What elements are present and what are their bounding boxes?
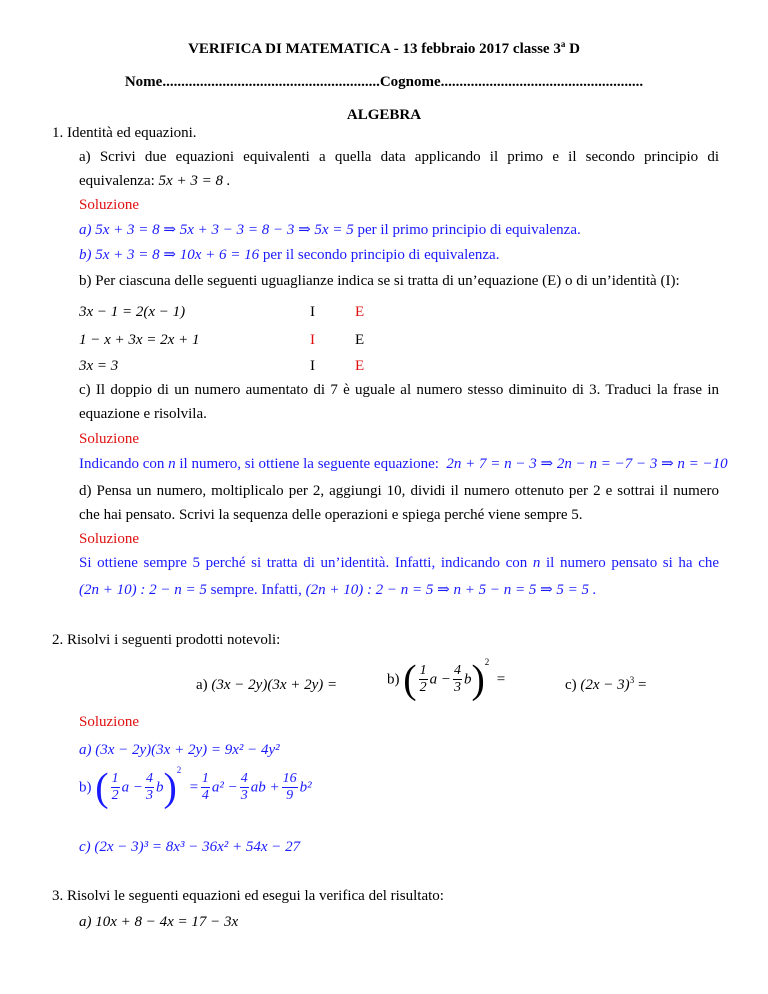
q2b-solution: b) ( $\frac{1}{2}$ a − $\frac{4}{3}$ b)$^2$ = $\frac{1}{4}$ a² − $\frac{4}{3}$ ab + $\frac{16}{9}$ b² bbox=[79, 764, 312, 810]
page-title: VERIFICA DI MATEMATICA - 13 febbraio 2017 classe 3$^a$ D bbox=[188, 39, 580, 57]
q1b-row-3-expr: 3x = 3 bbox=[79, 358, 119, 374]
q1d-solution-label: Soluzione bbox=[79, 531, 139, 547]
q2b-expression: b) ( $\frac{1}{2}$ a − $\frac{4}{3}$ b)$^2$ = bbox=[387, 656, 506, 702]
q2a-solution: a) (3x − 2y)(3x + 2y) = 9x² − 4y² bbox=[79, 742, 280, 758]
q1c-solution: Indicando con n il numero, si ottiene la seguente equazione: 2n + 7 = n − 3 ⇒ 2n − n = −7 − 3 ⇒ n = −10 bbox=[79, 456, 728, 472]
section-title: ALGEBRA bbox=[346, 107, 422, 123]
q1a-text-2: equivalenza: 5x + 3 = 8 . bbox=[79, 173, 231, 189]
q1d-text-2: che hai pensato. Scrivi la sequenza delle operazioni e spiega perché viene sempre 5. bbox=[79, 507, 583, 523]
q1b-row-1-i: I bbox=[310, 304, 315, 320]
q1c-text: c) Il doppio di un numero aumentato di 7 è uguale al numero stesso diminuito di 3. Traduci la frase in bbox=[79, 382, 719, 398]
q1c-text-2: equazione e risolvila. bbox=[79, 406, 207, 422]
name-surname-line: Nome..........................................................Cognome...................................................... bbox=[124, 74, 644, 90]
q1b-row-2-i: I bbox=[310, 332, 315, 348]
q3a-expression: a) 10x + 8 − 4x = 17 − 3x bbox=[79, 914, 239, 930]
q1b-text: b) Per ciascuna delle seguenti uguaglianze indica se si tratta di un’equazione (E) o di un’identità (I): bbox=[79, 273, 680, 289]
q1b-row-3-i: I bbox=[310, 358, 315, 374]
q1d-text: d) Pensa un numero, moltiplicalo per 2, aggiungi 10, dividi il numero ottenuto per 2 e sottrai il numero bbox=[79, 483, 719, 499]
q1a-text: a) Scrivi due equazioni equivalenti a quella data applicando il primo e il secondo principio di bbox=[79, 149, 719, 165]
q2c-expression: c) $(2x - 3)^3$ = bbox=[565, 675, 647, 693]
q2-solution-label: Soluzione bbox=[79, 714, 139, 730]
question-3-heading: 3. Risolvi le seguenti equazioni ed esegui la verifica del risultato: bbox=[52, 888, 444, 904]
q1d-solution-2: (2n + 10) : 2 − n = 5 sempre. Infatti, (2n + 10) : 2 − n = 5 ⇒ n + 5 − n = 5 ⇒ 5 = 5 . bbox=[79, 582, 597, 598]
q1-solution-label: Soluzione bbox=[79, 197, 139, 213]
q1c-solution-label: Soluzione bbox=[79, 431, 139, 447]
q1a-solution-2: b) 5x + 3 = 8 ⇒ 10x + 6 = 16 per il secondo principio di equivalenza. bbox=[79, 247, 500, 263]
question-2-heading: 2. Risolvi i seguenti prodotti notevoli: bbox=[52, 632, 281, 648]
q1b-row-2-e: E bbox=[355, 332, 365, 348]
q1a-solution-1: a) 5x + 3 = 8 ⇒ 5x + 3 − 3 = 8 − 3 ⇒ 5x = 5 per il primo principio di equivalenza. bbox=[79, 222, 581, 238]
q1b-row-3-e: E bbox=[355, 358, 365, 374]
q1b-row-1-e: E bbox=[355, 304, 365, 320]
question-1-heading: 1. Identità ed equazioni. bbox=[52, 125, 197, 141]
q1d-solution-1: Si ottiene sempre 5 perché si tratta di un’identità. Infatti, indicando con n il numero pensato si ha che bbox=[79, 555, 720, 571]
q1b-row-2-expr: 1 − x + 3x = 2x + 1 bbox=[79, 332, 200, 348]
q2a-expression: a) (3x − 2y)(3x + 2y) = bbox=[196, 677, 338, 693]
q1b-row-1-expr: 3x − 1 = 2(x − 1) bbox=[79, 304, 186, 320]
q2c-solution: c) (2x − 3)³ = 8x³ − 36x² + 54x − 27 bbox=[79, 839, 301, 855]
